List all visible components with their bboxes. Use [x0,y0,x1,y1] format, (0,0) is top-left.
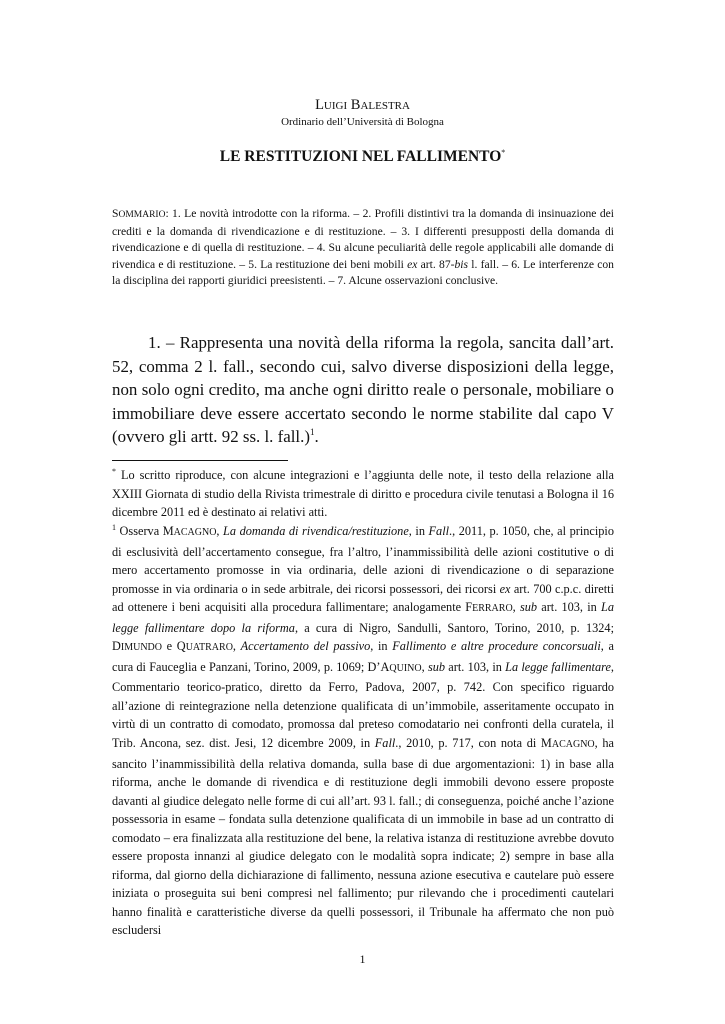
title-footnote-mark: * [501,148,506,157]
author-affiliation: Ordinario dell’Università di Bologna [281,116,444,128]
summary: SOMMARIO: 1. Le novità introdotte con la riforma. – 2. Profili distintivi tra la domanda di insinuazione dei crediti e la domanda di rivendicazione e di restituzione. – 3. I differenti presupposti della domanda di rivendicazione e di quella di restituzione. – 4. Su alcune peculiarità delle regole applicabili alle domande di rivendica e di restituzione. – 5. La restituzione dei beni mobili ex art. 87-bis l. fall. – 6. Le interferenze con la disciplina dei rapporti giuridici preesistenti. – 7. Alcune osservazioni conclusive. [112,207,614,288]
footnote-1: $^1$ Osserva MACAGNO, La domanda di rivendica/restituzione, in Fall., 2011, p. 1050, che, al principio di esclusività dell’accertamento consegue, fra l’altro, l’inammissibilità delle azioni costitutive o di mero accertamento promosse in via ordinaria, delle azioni di rivendicazione o di separazione promosse in via ordinaria o in sede arbitrale, dei ricorsi possessori, dei ricorsi ex art. 700 c.p.c. diretti ad ottenere i beni acquisiti alla procedura fallimentare; analogamente FERRARO, sub art. 103, in La legge fallimentare dopo la riforma, a cura di Nigro, Sandulli, Santoro, Torino, 2010, p. 1324; DIMUNDO e QUATRARO, Accertamento del passivo, in Fallimento e altre procedure concorsuali, a cura di Fauceglia e Panzani, Torino, 2009, p. 1069; D’AQUINO, sub art. 103, in La legge fallimentare, Commentario teorico-pratico, diretto da Ferro, Padova, 2007, p. 742. Con specifico riguardo all’azione di reintegrazione nella detenzione qualificata di un’immobile, asseritamente occupato in virtù di un contratto di comodato, promossa dal preteso comodatario nei confronti della curatela, il Trib. Ancona, sez. dist. Jesi, 12 dicembre 2009, in Fall., 2010, p. 717, con nota di MACAGNO, ha sancito l’inammissibilità della relativa domanda, sulla base di due argomentazioni: 1) in base alla riforma, anche le domande di rivendica e di restituzione degli immobili devono essere proposte davanti al giudice delegato nelle forme di cui all’art. 93 l. fall.; di conseguenza, poiché anche l’azione possessoria in esame – fondata sulla detenzione qualificata di un immobile in base ad un contratto di comodato – era finalizzata alla restituzione del bene, la relativa istanza di restituzione avrebbe dovuto essere proposta innanzi al giudice delegato con le modalità sopra indicate; 2) sempre in base alla riforma, dal giorno della dichiarazione di fallimento, nessuna azione esecutiva e cautelare può essere iniziata o proseguita sui beni compresi nel fallimento; pur rilevando che i procedimenti cautelari hanno finalità e caratteristiche diverse da quelli possessori, il Tribunale ha affermato che non può escludersi [112,523,614,938]
page-number: 1 [359,952,366,966]
body-paragraph: 1. – Rappresenta una novità della riforma la regola, sancita dall’art. 52, comma 2 l. fall., secondo cui, salvo diverse disposizioni della legge, non solo ogni credito, ma anche ogni diritto reale o personale, mobiliare o immobiliare deve essere accertato secondo le norme stabilite dal capo V (ovvero gli artt. 92 ss. l. fall.)$^1$. [112,333,614,447]
footnote-ref-1: 1 [309,427,315,438]
author-name: LUIGI BALESTRA [315,97,410,113]
footnote-star: * Lo scritto riproduce, con alcune integrazioni e l’aggiunta delle note, il testo della relazione alla XXIII Giornata di studio della Rivista trimestrale di diritto e procedura civile tenutasi a Bologna il 16 dicembre 2011 ed è destinato ai relativi atti. [112,467,614,520]
footnote-separator [112,460,288,461]
article-title: LE RESTITUZIONI NEL FALLIMENTO* [219,148,506,165]
